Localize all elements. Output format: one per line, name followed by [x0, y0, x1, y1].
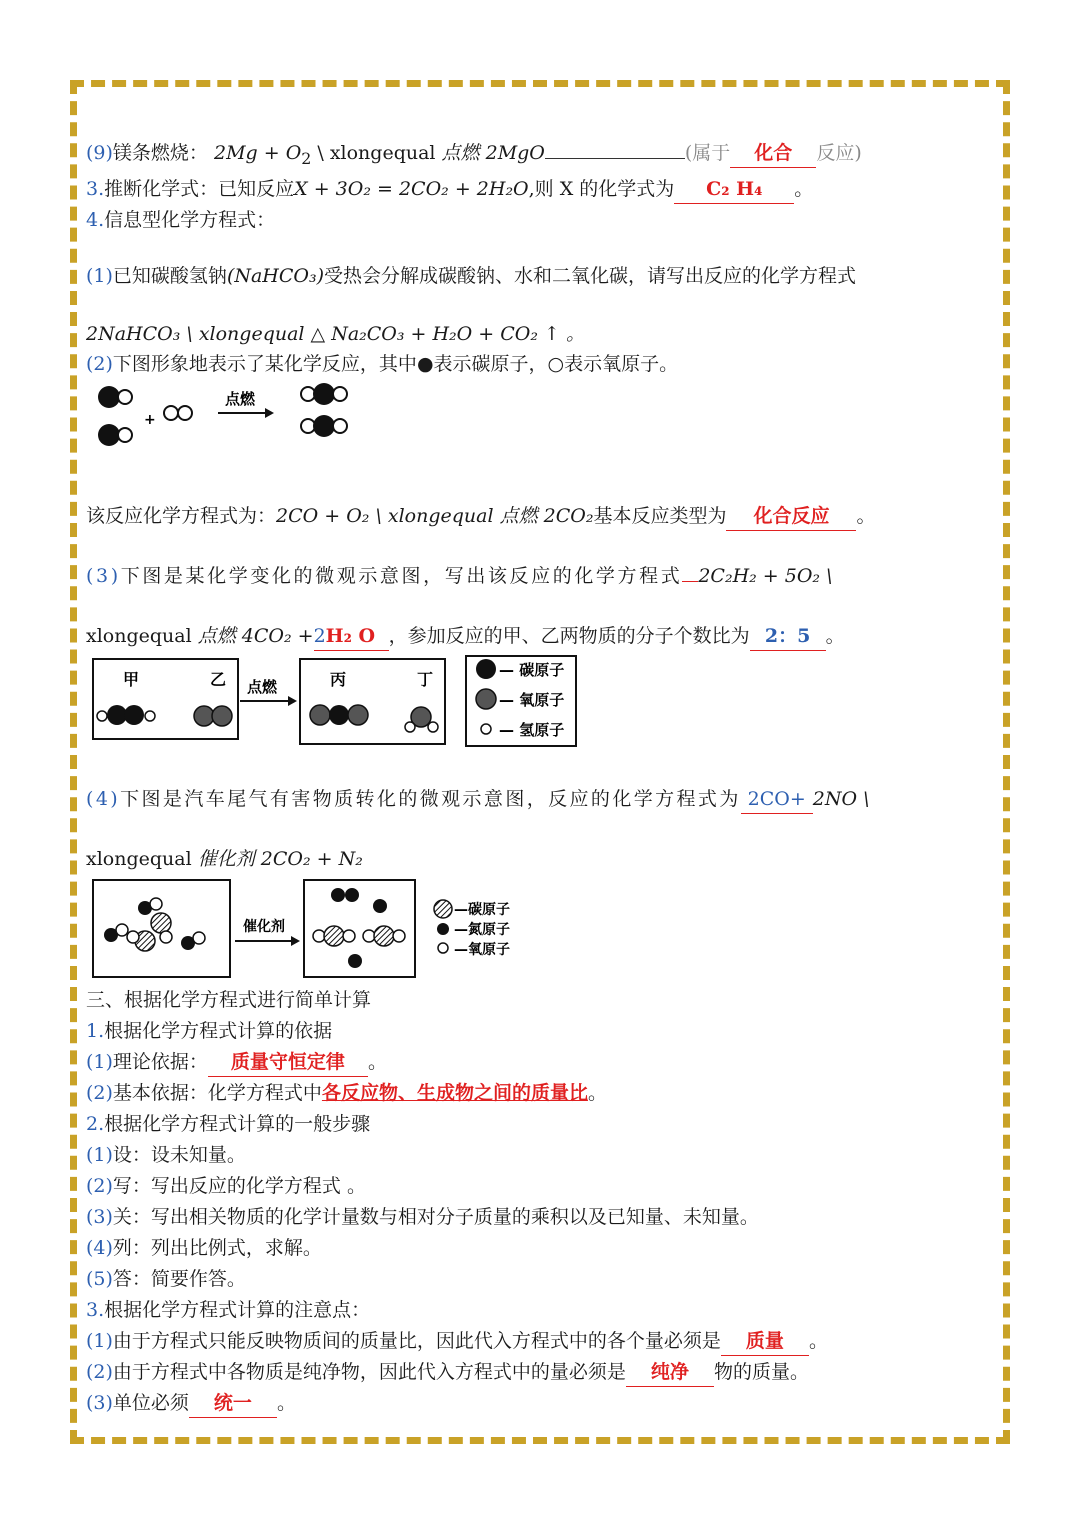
legend-carbon: —碳原子	[454, 902, 510, 918]
item-text: 理论依据：	[112, 1051, 208, 1073]
line-exhaust-question	[86, 785, 869, 814]
answer-fill: C₂ H₄	[674, 175, 794, 204]
line-step-5	[86, 1265, 246, 1293]
item-text: 单位必须	[112, 1392, 189, 1414]
item-text: 物的质量。	[713, 1361, 809, 1383]
item-text: 。	[856, 505, 876, 527]
co2-molecule	[301, 383, 347, 405]
answer-fill: 2CO+	[741, 785, 813, 814]
open-circle-glyph: ○	[547, 353, 565, 375]
heading-text: 三、根据化学方程式进行简单计算	[86, 989, 372, 1011]
condition: 点燃	[197, 625, 236, 647]
diagram-co-combustion	[90, 380, 370, 455]
item-text: ，参加反应的甲、乙两物质的分子个数比为	[388, 625, 750, 647]
arrow-label: 点燃	[247, 678, 278, 696]
answer-fill: 纯净	[626, 1358, 714, 1387]
line-nahco3-equation	[86, 320, 585, 348]
equation: X + 3O₂ = 2CO₂ + 2H₂O	[294, 178, 529, 200]
item-text: 根据化学方程式计算的一般步骤	[104, 1113, 371, 1135]
diagram-exhaust-conversion	[90, 877, 530, 982]
legend-carbon: — 碳原子	[499, 661, 565, 679]
answer-blank	[545, 158, 685, 159]
item-text: 。	[794, 178, 814, 200]
nitrogen-legend-icon	[437, 923, 449, 935]
answer-ratio: 2：5	[750, 622, 826, 651]
item-number: 2.	[86, 1113, 105, 1135]
answer-fill: 统一	[189, 1389, 277, 1418]
line-step-4	[86, 1234, 322, 1262]
answer-fill: 质量守恒定律	[208, 1048, 368, 1077]
item-text: 信息型化学方程式：	[104, 209, 276, 231]
item-number: (5)	[86, 1268, 113, 1290]
item-text: 关：写出相关物质的化学计量数与相对分子质量的乘积以及已知量、未知量。	[112, 1206, 759, 1228]
line-basic-basis	[86, 1079, 607, 1107]
item-number: (1)	[86, 1144, 113, 1166]
legend-label: 氢原子	[519, 721, 565, 739]
line-infer-formula	[86, 175, 813, 204]
item-text: 。	[587, 1082, 607, 1104]
n-atom	[373, 899, 387, 913]
paren-text: (属于	[684, 142, 731, 164]
legend-label: 氧原子	[468, 942, 510, 958]
item-number: (9)	[86, 142, 113, 164]
arrow-label: 催化剂	[243, 919, 285, 935]
line-steps-heading	[86, 1110, 370, 1138]
answer-fill: 各反应物、生成物之间的质量比	[321, 1082, 588, 1104]
item-text: 由于方程式只能反映物质间的质量比，因此代入方程式中的各个量必须是	[112, 1330, 721, 1352]
co2-molecule	[310, 705, 368, 725]
item-text: 下图是汽车尾气有害物质转化的微观示意图，反应的化学方程式为	[120, 788, 741, 810]
item-text: ,则 X 的化学式为	[528, 178, 675, 200]
item-text: 列：列出比例式，求解。	[112, 1237, 322, 1259]
item-text: 根据化学方程式计算的注意点：	[104, 1299, 371, 1321]
item-text: 答：简要作答。	[112, 1268, 246, 1290]
legend-label: 氮原子	[468, 922, 510, 938]
line-basis-heading	[86, 1017, 332, 1045]
item-number: (1)	[86, 1330, 113, 1352]
condition: 催化剂	[197, 848, 255, 870]
legend-hydrogen: — 氢原子	[499, 721, 565, 739]
o2-molecule	[164, 406, 192, 420]
item-text: 该反应化学方程式为：	[86, 505, 277, 527]
line-co-equation	[86, 502, 876, 531]
item-text: 写：写出反应的化学方程式 。	[112, 1175, 366, 1197]
legend-label: 碳原子	[468, 902, 510, 918]
item-number: (2)	[86, 1361, 113, 1383]
item-number: 3.	[86, 1299, 105, 1321]
line-nahco3-question: (1)已知碳酸氢钠(NaHCO₃)受热会分解成碳酸钠、水和二氧化碳，请写出反应的化学方程式	[86, 265, 857, 287]
arrow-head-icon	[291, 936, 300, 946]
line-heading-info	[86, 206, 275, 234]
oxygen-legend-icon	[438, 943, 448, 953]
line-step-2	[86, 1172, 366, 1200]
item-number: (3)	[86, 1206, 113, 1228]
item-number: (2)	[86, 1082, 113, 1104]
answer-fill: 化合反应	[726, 502, 856, 531]
carbon-legend-icon	[476, 659, 496, 679]
line-diagram1-intro	[86, 350, 678, 378]
line-theory-basis	[86, 1048, 387, 1077]
item-text: 设：设未知量。	[112, 1144, 246, 1166]
item-text: 下图形象地表示了某化学反应，其中	[112, 353, 417, 375]
oxygen-legend-icon	[476, 689, 496, 709]
item-number: (4)	[86, 1237, 113, 1259]
answer-formula: H₂ O	[325, 625, 376, 647]
item-text: 受热会分解成碳酸钠、水和二氧化碳，请写出反应的化学方程式	[324, 265, 857, 287]
equation-part: \ xlongequal	[311, 142, 442, 164]
item-text: 由于方程式中各物质是纯净物，因此代入方程式中的量必须是	[112, 1361, 626, 1383]
equation: 2C₂H₂ + 5O₂ \	[698, 565, 833, 587]
answer-coefficient: 2	[313, 625, 326, 647]
label-jia: 甲	[123, 670, 140, 689]
item-text: 基本反应类型为	[593, 505, 727, 527]
line-notes-heading	[86, 1296, 370, 1324]
item-number: (2)	[86, 1175, 113, 1197]
item-text: 基本依据：化学方程式中	[112, 1082, 322, 1104]
line-note-1	[86, 1327, 828, 1356]
item-text: 表示氧原子。	[564, 353, 679, 375]
line-step-3	[86, 1203, 759, 1231]
formula: (NaHCO₃)	[226, 265, 325, 287]
arrow-head-icon	[288, 696, 297, 706]
item-text: 推断化学式：已知反应	[104, 178, 295, 200]
equation-subscript: 2	[301, 148, 312, 168]
item-text: 根据化学方程式计算的依据	[104, 1020, 333, 1042]
answer-blank	[682, 581, 698, 582]
line-step-1	[86, 1141, 246, 1169]
equation-part: 2CO₂ + N₂	[254, 848, 363, 870]
legend-oxygen: — 氧原子	[499, 691, 565, 709]
arrow-head-icon	[265, 408, 274, 418]
label-bing: 丙	[330, 670, 347, 689]
item-number: (4)	[86, 788, 121, 810]
legend-label: 碳原子	[519, 661, 565, 679]
item-text: 。	[825, 625, 845, 647]
item-number: 1.	[86, 1020, 105, 1042]
item-text: 表示碳原子，	[433, 353, 548, 375]
line-note-3	[86, 1389, 296, 1418]
line-note-2	[86, 1358, 809, 1387]
answer-fill: 化合	[730, 139, 816, 168]
paren-text: 反应)	[816, 142, 862, 164]
item-text: 。	[276, 1392, 296, 1414]
label-yi: 乙	[210, 670, 227, 689]
answer-fill: 质量	[721, 1327, 809, 1356]
equation-part: 4CO₂ +	[235, 625, 314, 647]
legend-nitrogen: —氮原子	[454, 922, 510, 938]
co-molecule	[98, 424, 132, 446]
n-atom	[348, 954, 362, 968]
line-c2h2-equation	[86, 622, 845, 651]
item-text: 。	[808, 1330, 828, 1352]
line-exhaust-equation	[86, 845, 363, 873]
item-text: 。	[367, 1051, 387, 1073]
item-text: 镁条燃烧：	[112, 142, 208, 164]
item-number: 3.	[86, 178, 105, 200]
item-number: (3)	[86, 565, 121, 587]
equation: 2CO + O₂ \ xlongequal 点燃 2CO₂	[276, 505, 594, 527]
co-molecule	[98, 386, 132, 408]
answer-fill	[314, 622, 389, 651]
equation: 2NO \	[812, 788, 870, 810]
plus-sign: +	[144, 412, 156, 428]
co2-molecule	[301, 415, 347, 437]
item-number: (2)	[86, 353, 113, 375]
line-c2h2-question	[86, 562, 832, 590]
arrow-label: 点燃	[225, 390, 256, 408]
equation-part: xlongequal	[86, 848, 198, 870]
section-heading	[86, 986, 371, 1014]
hydrogen-legend-icon	[481, 724, 491, 734]
filled-circle-glyph: ●	[416, 353, 434, 375]
item-number: (1)	[86, 265, 113, 287]
equation-part: 2Mg + O	[213, 142, 302, 164]
equation-part: xlongequal	[86, 625, 198, 647]
equation-part: 2MgO	[479, 142, 545, 164]
equation: 2NaHCO₃ \ xlongequal △ Na₂CO₃ + H₂O + CO₂ ↑ 。	[86, 323, 585, 345]
line-magnesium-burning	[86, 139, 862, 173]
item-number: 4.	[86, 209, 105, 231]
label-ding: 丁	[417, 670, 434, 689]
legend-label: 氧原子	[519, 691, 565, 709]
item-number: (3)	[86, 1392, 113, 1414]
legend-oxygen: —氧原子	[454, 942, 510, 958]
diagram-c2h2-combustion	[90, 655, 585, 750]
carbon-legend-icon	[434, 900, 452, 918]
condition: 点燃	[441, 142, 480, 164]
item-text: 下图是某化学变化的微观示意图，写出该反应的化学方程式	[120, 565, 683, 587]
item-number: (1)	[86, 1051, 113, 1073]
